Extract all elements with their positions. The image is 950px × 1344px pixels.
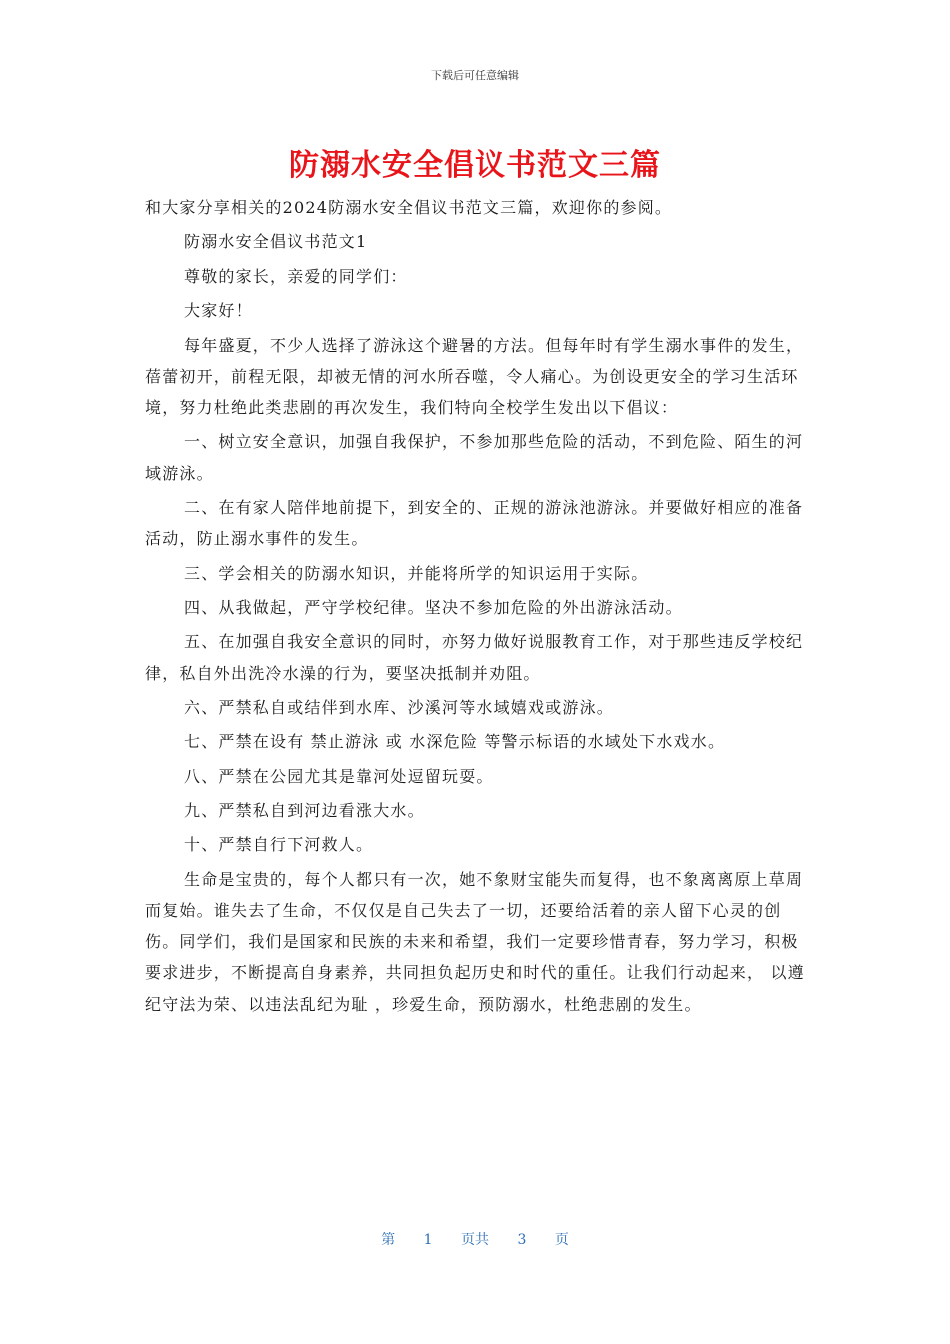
proposal-item: 一、树立安全意识，加强自我保护，不参加那些危险的活动，不到危险、陌生的河域游泳。 [145, 432, 804, 483]
proposal-item: 二、在有家人陪伴地前提下，到安全的、正规的游泳池游泳。并要做好相应的准备活动，防止溺水事件的发生。 [145, 497, 804, 549]
proposal-item: 十、严禁自行下河救人。 [184, 835, 374, 855]
intro-paragraph: 和大家分享相关的2024防溺水安全倡议书范文三篇，欢迎你的参阅。 [145, 198, 673, 217]
section-heading: 防溺水安全倡议书范文1 [184, 232, 368, 252]
salutation: 尊敬的家长，亲爱的同学们： [184, 266, 408, 286]
footer-label-page: 第 [381, 1232, 396, 1248]
proposal-item: 五、在加强自我安全意识的同时，亦努力做好说服教育工作，对于那些违反学校纪律，私自外出洗冷水澡的行为，要坚决抵制并劝阻。 [145, 632, 804, 683]
proposal-item: 九、严禁私自到河边看涨大水。 [184, 801, 425, 821]
proposal-item: 三、学会相关的防溺水知识，并能将所学的知识运用于实际。 [184, 563, 649, 583]
proposal-item: 四、从我做起，严守学校纪律。坚决不参加危险的外出游泳活动。 [184, 597, 683, 617]
greeting: 大家好！ [184, 301, 253, 321]
closing-paragraph: 生命是宝贵的，每个人都只有一次，她不象财宝能失而复得，也不象离离原上草周而复始。谁失去了生命，不仅仅是自己失去了一切，还要给活着的亲人留下心灵的创伤。同学们，我们是国家和民族的未来和希望，我们一定要珍惜青春，努力学习，积极要求进步，不断提高自身素养，共同担负起历史和时代的重任。让我们行动起来， 以遵纪守法为荣、以违法乱纪为耻 ，珍爱生命，预防溺水，杜绝悲剧的发生。 [145, 869, 805, 1014]
page-footer [0, 1229, 950, 1249]
proposal-item: 八、严禁在公园尤其是靠河处逗留玩耍。 [184, 766, 494, 786]
document-title: 防溺水安全倡议书范文三篇 [289, 148, 661, 183]
paragraph: 每年盛夏，不少人选择了游泳这个避暑的方法。但每年时有学生溺水事件的发生，蓓蕾初开，前程无限，却被无情的河水所吞噬，令人痛心。为创设更安全的学习生活环境，努力杜绝此类悲剧的再次发生，我们特向全校学生发出以下倡议： [145, 335, 804, 417]
footer-label-total: 页共 [461, 1232, 489, 1248]
footer-total-pages: 3 [517, 1232, 527, 1248]
header-note: 下载后可任意编辑 [431, 69, 519, 82]
document-body [145, 192, 810, 1023]
footer-current-page: 1 [423, 1232, 433, 1248]
proposal-item: 六、严禁私自或结伴到水库、沙溪河等水域嬉戏或游泳。 [184, 697, 615, 717]
proposal-item: 七、严禁在设有 禁止游泳 或 水深危险 等警示标语的水域处下水戏水。 [184, 732, 726, 752]
footer-label-end: 页 [554, 1232, 569, 1248]
